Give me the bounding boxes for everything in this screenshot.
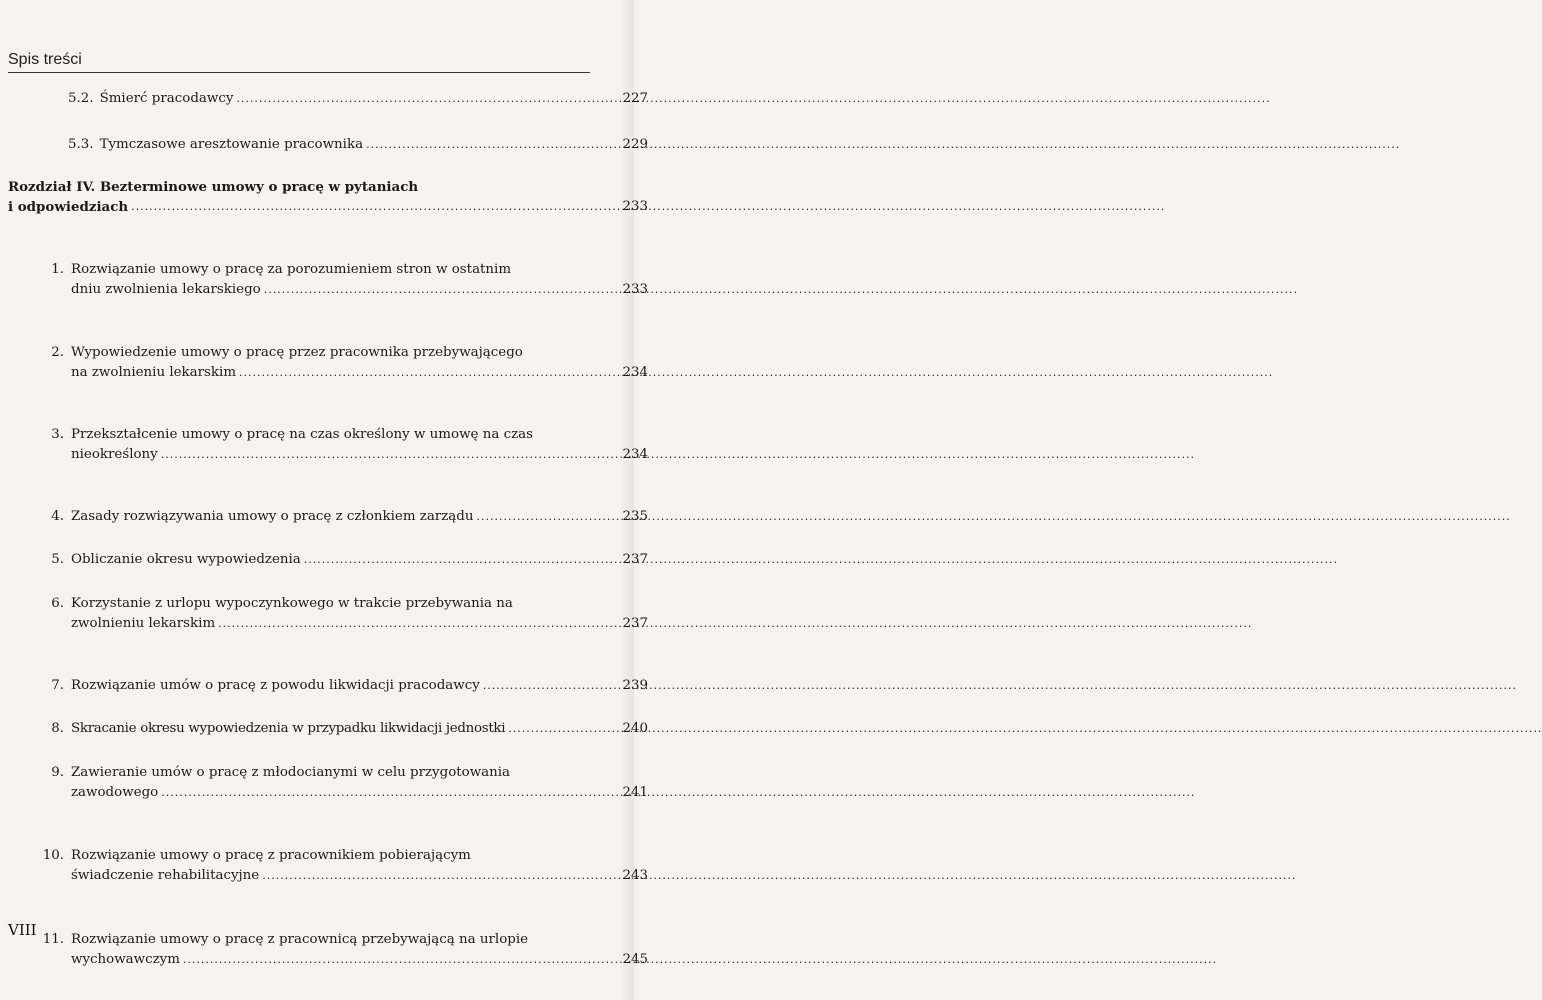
- leader-dots: [131, 197, 590, 217]
- leader-dots: [161, 783, 590, 803]
- toc-chapter-4[interactable]: [8, 177, 648, 217]
- toc-entry-title: Przekształcenie umowy o pracę na czas określony w umowę na czas: [71, 427, 533, 442]
- leader-dots: [262, 866, 590, 886]
- toc-entry-number: 10.: [42, 848, 64, 863]
- leader-dots: [483, 676, 590, 696]
- toc-entry-title-cont: świadczenie rehabilitacyjne: [71, 868, 260, 883]
- leader-dots: [304, 550, 590, 570]
- toc-entry-number: 5.3.: [68, 137, 94, 152]
- toc-entry-title-cont: na zwolnieniu lekarskim: [71, 365, 237, 380]
- table-of-contents: [0, 0, 648, 1000]
- toc-entry-title: Zasady rozwiązywania umowy o pracę z członkiem zarządu: [71, 509, 474, 524]
- toc-entry-title: Skracanie okresu wypowiedzenia w przypadku likwidacji jednostki: [71, 721, 506, 736]
- leader-dots: [236, 89, 590, 109]
- toc-entry-title: Śmierć pracodawcy: [99, 91, 234, 106]
- leader-dots: [218, 614, 590, 634]
- toc-entry-5-3[interactable]: [68, 135, 648, 155]
- toc-entry-number: 5.2.: [68, 91, 94, 106]
- toc-page-number: 239: [622, 678, 648, 693]
- toc-entry-9[interactable]: [42, 763, 648, 803]
- toc-page-number: 243: [622, 868, 648, 883]
- toc-entry-title-cont: zwolnieniu lekarskim: [71, 616, 216, 631]
- chapter-title-line1: Rozdział IV. Bezterminowe umowy o pracę w pytaniach: [8, 179, 419, 195]
- leader-dots: [476, 507, 590, 527]
- toc-entry-number: 5.: [51, 552, 64, 567]
- page-number-roman: VIII: [8, 921, 37, 939]
- toc-page-number: 235: [622, 509, 648, 524]
- toc-page-number: 240: [622, 721, 648, 736]
- toc-page-number: 234: [622, 447, 648, 462]
- toc-entry-10[interactable]: [42, 846, 648, 886]
- toc-page-number: 233: [622, 282, 648, 297]
- leader-dots: [508, 719, 590, 739]
- toc-page-number: 241: [622, 785, 648, 800]
- toc-entry-number: 7.: [51, 678, 64, 693]
- toc-entry-number: 3.: [51, 427, 64, 442]
- toc-page-number: 237: [622, 552, 648, 567]
- toc-entry-number: 11.: [42, 932, 64, 947]
- toc-entry-number: 2.: [51, 345, 64, 360]
- toc-entry-title: Rozwiązanie umowy o pracę za porozumieniem stron w ostatnim: [71, 262, 512, 277]
- toc-page-number: 227: [622, 91, 648, 106]
- toc-entry-3[interactable]: [42, 425, 648, 465]
- toc-entry-7[interactable]: [42, 676, 648, 696]
- toc-entry-title-cont: nieokreślony: [71, 447, 158, 462]
- toc-entry-5[interactable]: [42, 550, 648, 570]
- toc-page-number: 237: [622, 616, 648, 631]
- toc-entry-title: Rozwiązanie umowy o pracę z pracownicą przebywającą na urlopie: [71, 932, 529, 947]
- toc-entry-title: Tymczasowe aresztowanie pracownika: [99, 137, 364, 152]
- toc-page-number: 234: [622, 365, 648, 380]
- toc-entry-title: Obliczanie okresu wypowiedzenia: [71, 552, 301, 567]
- toc-entry-4[interactable]: [42, 507, 648, 527]
- toc-entry-title: Wypowiedzenie umowy o pracę przez pracownika przebywającego: [71, 345, 523, 360]
- toc-entry-number: 4.: [51, 509, 64, 524]
- toc-entry-8[interactable]: [42, 719, 648, 739]
- toc-entry-number: 9.: [51, 765, 64, 780]
- toc-entry-title: Korzystanie z urlopu wypoczynkowego w trakcie przebywania na: [71, 596, 513, 611]
- toc-entry-title-cont: zawodowego: [71, 785, 159, 800]
- toc-page-number: 229: [622, 137, 648, 152]
- toc-entry-number: 8.: [51, 721, 64, 736]
- toc-entry-number: 1.: [51, 262, 64, 277]
- toc-entry-5-2[interactable]: [68, 89, 648, 109]
- toc-entry-title: Rozwiązanie umowy o pracę z pracownikiem pobierającym: [71, 848, 471, 863]
- toc-page-number: 233: [622, 199, 648, 214]
- chapter-title-line2: i odpowiedziach: [8, 199, 129, 215]
- leader-dots: [161, 445, 590, 465]
- leader-dots: [183, 950, 590, 970]
- toc-entry-11[interactable]: [42, 930, 648, 970]
- toc-entry-title-cont: wychowawczym: [71, 952, 180, 967]
- header-title: Spis treści: [8, 51, 82, 68]
- toc-entry-number: 6.: [51, 596, 64, 611]
- leader-dots: [239, 363, 590, 383]
- toc-entry-2[interactable]: [42, 343, 648, 383]
- toc-page-number: 245: [622, 952, 648, 967]
- toc-entry-title: Zawieranie umów o pracę z młodocianymi w celu przygotowania: [71, 765, 511, 780]
- toc-entry-title: Rozwiązanie umów o pracę z powodu likwidacji pracodawcy: [71, 678, 480, 693]
- leader-dots: [366, 135, 590, 155]
- toc-entry-6[interactable]: [42, 594, 648, 634]
- toc-entry-title-cont: dniu zwolnienia lekarskiego: [71, 282, 261, 297]
- toc-entry-1[interactable]: [42, 260, 648, 300]
- leader-dots: [264, 280, 590, 300]
